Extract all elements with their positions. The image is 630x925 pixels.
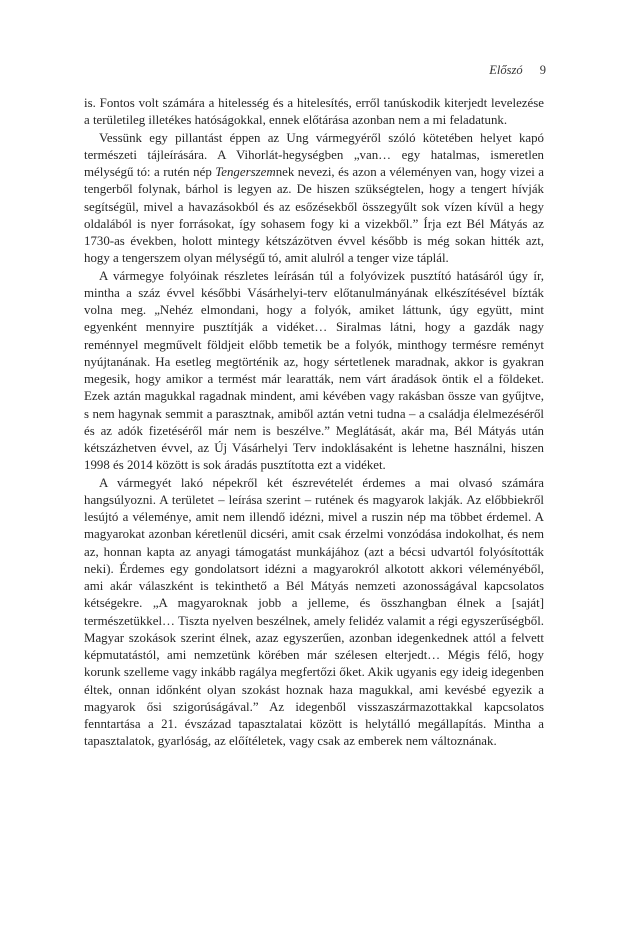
body-text [84,95,544,751]
paragraph-continuation [84,95,544,130]
running-head [489,63,546,78]
paragraph-nepek [84,475,544,751]
text-run: A vármegyét lakó népekről két észrevételét érdemes a mai olvasó számára hangsúlyozni. A területet – leírása szerint – rutének és magyarok lakják. Az előbbiekről lesújtó a véleménye, amit nem illendő idézni, mivel a ruszin nép ma többet érdemel. A magyarokat azonban kéretlenül dicséri, amit csak érzelmi vonzódása indokolhat, és nem az, honnan kapta az anyagi támogatást munkájához (azt a bécsi udvartól folyósították neki). Érdemes egy gondolatsort idézni a magyarokról alkotott akkori véleményéből, ami akár válaszként is tekinthető a Bél Mátyás nemzeti azonosságával kapcsolatos kétségekre. „A magyaroknak jobb a jelleme, és összhangban élnek a [saját] természetükkel… Tiszta nyelven beszélnek, amely felidéz valamit a régi egyszerűségből. Magyar szokások szerint élnek, azaz egyszerűen, azonban idegenkednek attól a felvett képmutatástól, ami nemzetünk körében már szélesen elterjedt… Mégis félő, hogy korunk szelleme vagy inkább ragálya megfertőzi őket. Akik ugyanis egy ideig idegenben éltek, onnan időnként olyan szokást hoznak haza magukkal, ami kevésbé egyezik a magyarok ősi szigorúságával.” Az idegenből visszaszármazottakkal kapcsolatos fenntartása a 21. évszázad tapasztalatai között is helytálló megállapítás. Mintha a tapasztalatok, gyarlóság, az előítéletek, vagy csak az emberek nem változnának. [84,475,544,749]
text-run: is. Fontos volt számára a hitelesség és a hitelesítés, erről tanúskodik kiterjedt levelezése a területileg illetékes hatóságokkal, ennek előtárása azonban nem a mi feladatunk. [84,96,544,128]
text-run: Vessünk egy pillantást éppen az Ung vármegyéről szóló kötetében helyet kapó természeti tájleírására. A Vihorlát-hegységben „van… egy hatalmas, ismeretlen mélységű tó: a rutén nép [84,130,544,179]
italic-term: Tengerszem [215,165,276,179]
paragraph-folyok [84,268,544,475]
text-run: A vármegye folyóinak részletes leírásán túl a folyóvizek pusztító hatásáról úgy ír, mintha a száz évvel későbbi Vásárhelyi-terv előtanulmányának elkészítésével bízták volna meg. „Nehéz elmondani, hogy a folyók, amiket láttunk, úgy együtt, mint egyenként mennyire pusztítják a vidéket… Siralmas látni, hogy a gazdák nagy reménnyel megművelt földjeit előbb temetik be a folyók, minthogy termésre reményt nyújtanának. Ha esetleg megtörténik az, hogy sértetlenek maradnak, akkor is gyakran megesik, hogy amikor a termést már learatták, nem várt áradások öntik el a földeket. Ezek aztán magukkal ragadnak mindent, ami kévében vagy rakásban össze van gyűjtve, s nem hagynak semmit a parasztnak, amiből aztán vetni tudna – a családja élelmezéséről és az adók fizetéséről már nem is beszélve.” Meglátását, akár ma, Bél Mátyás után kétszázhetven évvel, az Új Vásárhelyi Terv indoklásaként is lehetne használni, hiszen 1998 és 2014 között is sok áradás pusztította ezt a vidéket. [84,268,544,473]
section-title: Előszó [489,63,523,77]
paragraph-tengerszem [84,130,544,268]
page-number: 9 [539,63,546,77]
text-run: nek nevezi, és azon a véleményen van, hogy vizei a tengerből folynak, bárhol is legyen az. De hiszen szükségtelen, hogy a tengert hívják segítségül, mivel a havazásokból és az esőzésekből összegyűlt sok vízen kívül a hegy oldalából is nyer forrásokat, így sohasem fogy ki a vizekből.” Írja ezt Bél Mátyás az 1730-as években, holott mintegy kétszázötven évvel később is még sokan hitték azt, hogy a tengerszem olyan mélységű tó, amit alulról a tenger vize táplál. [84,165,545,266]
